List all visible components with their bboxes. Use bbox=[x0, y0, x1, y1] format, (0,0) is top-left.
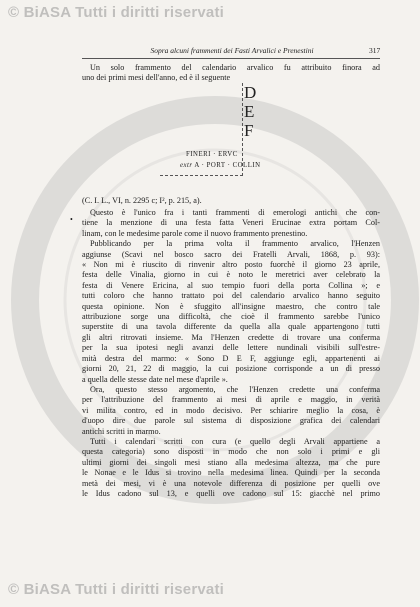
text-line: ultimi giorni dei singoli mesi stiano alla medesima altezza, ma che pure bbox=[82, 457, 380, 467]
citation-line: (C. I. L., VI, n. 2295 c; I², p. 215, a). bbox=[82, 196, 202, 205]
fragment-line-1: FINERI · ERVC bbox=[186, 151, 238, 158]
text-line: festa delle Vinalia, giorno in cui è noto le meretrici aver celebrato la bbox=[82, 270, 380, 280]
text-line: per l'attribuzione del frammento ai mesi di aprile e maggio, in verità bbox=[82, 395, 380, 405]
fragment-line-2-italic: extr bbox=[180, 162, 193, 169]
text-line: mità destra del marmo: « Sono D E F, aggiunge egli, appartenenti ai bbox=[82, 353, 380, 363]
text-line: aggiunse (Scavi nel bosco sacro dei Fratelli Arvali, 1868, p. 93): bbox=[82, 249, 380, 259]
body-text bbox=[82, 208, 380, 499]
nundinal-letter: E bbox=[244, 102, 255, 121]
text-line: Un solo frammento del calendario arvalico fu attribuito finora ad bbox=[90, 63, 380, 72]
text-line: a quella delle stesse date nel mese d'aprile ». bbox=[82, 374, 228, 384]
intro-paragraph bbox=[82, 63, 380, 84]
nundinal-letter: D bbox=[244, 83, 257, 102]
text-line: linam, con le medesime parole come il nuovo frammento prenestino. bbox=[82, 228, 308, 238]
fragment-line-2 bbox=[180, 162, 261, 169]
header-rule bbox=[82, 58, 380, 59]
text-line: uno dei primi mesi dell'anno, ed è il seguente bbox=[82, 73, 231, 83]
citation bbox=[82, 196, 380, 206]
text-line: le Idus cadono sul 13, e quelli ove cadono sul 15: giacchè nel primo bbox=[82, 488, 380, 498]
inscription-fragment bbox=[160, 83, 270, 176]
nundinal-letters bbox=[244, 83, 256, 140]
text-line: tutti coloro che hanno trattato poi del calendario arvalico hanno seguito bbox=[82, 291, 380, 301]
text-line: vi milita contro, ed in modo decisivo. Per schiarire meglio la cosa, è bbox=[82, 405, 380, 415]
text-line: tiene la menzione di una festa fatta Veneri Erucinae extra portam Col- bbox=[82, 218, 380, 228]
text-line: questa opinione. Non è sfuggito all'insigne maestro, che contro tale bbox=[82, 301, 380, 311]
text-line: attribuzione sorge una difficoltà, che cioè il frammento sarebbe l'unico bbox=[82, 312, 380, 322]
text-line: d'uopo dire due parole sul sistema di disposizione grafica dei calendari bbox=[82, 416, 380, 426]
text-line: gli altri ritrovati insieme. Ma l'Henzen credette di trovare una conferma bbox=[82, 332, 380, 342]
text-line: « Non mi è riuscito di rinvenir altro posto fuorchè il giorno 23 aprile, bbox=[82, 260, 380, 270]
watermark-bottom: © BiASA Tutti i diritti riservati bbox=[8, 581, 225, 598]
text-line: superstite di una tavola differente da quella alla quale appartengono tutti bbox=[82, 322, 380, 332]
margin-bullet: • bbox=[70, 215, 73, 224]
text-line: questa categoria) sono disposti in modo che non solo i primi e gli bbox=[82, 447, 380, 457]
text-line: festa di Venere Ericina, al suo tempio fuori della porta Collina »; e bbox=[82, 280, 380, 290]
watermark-top: © BiASA Tutti i diritti riservati bbox=[8, 4, 225, 21]
text-line: Ora, questo stesso argomento, che l'Henzen credette una conferma bbox=[90, 384, 380, 394]
text-line: Tutti i calendari scritti con cura (e quello degli Arvali appartiene a bbox=[90, 436, 380, 446]
running-title: Sopra alcuni frammenti dei Fasti Arvalici e Prenestini bbox=[150, 46, 314, 55]
text-line: antichi scritti in marmo. bbox=[82, 426, 161, 436]
nundinal-letter: F bbox=[244, 121, 254, 140]
text-line: per la sua ipotesi negli avanzi delle lettere nundinali visibili sull'estre- bbox=[82, 343, 380, 353]
page-number: 317 bbox=[369, 46, 381, 55]
fragment-line-2-text: A · PORT · COLLIN bbox=[194, 162, 261, 169]
text-line: giorni 20, 21, 22 di maggio, la cui posizione corrisponde a un di presso bbox=[82, 364, 380, 374]
text-line: Pubblicando per la prima volta il frammento arvalico, l'Henzen bbox=[90, 239, 380, 249]
text-line: Questo è l'unico fra i tanti frammenti di emerologi antichi che con- bbox=[90, 208, 380, 217]
text-line: le Nonae e le Idus si trovino nella medesima linea. Quindi per la seconda bbox=[82, 468, 380, 478]
text-line: metà dei mesi, vi è una notevole differenza di posizione per quelli ove bbox=[82, 478, 380, 488]
